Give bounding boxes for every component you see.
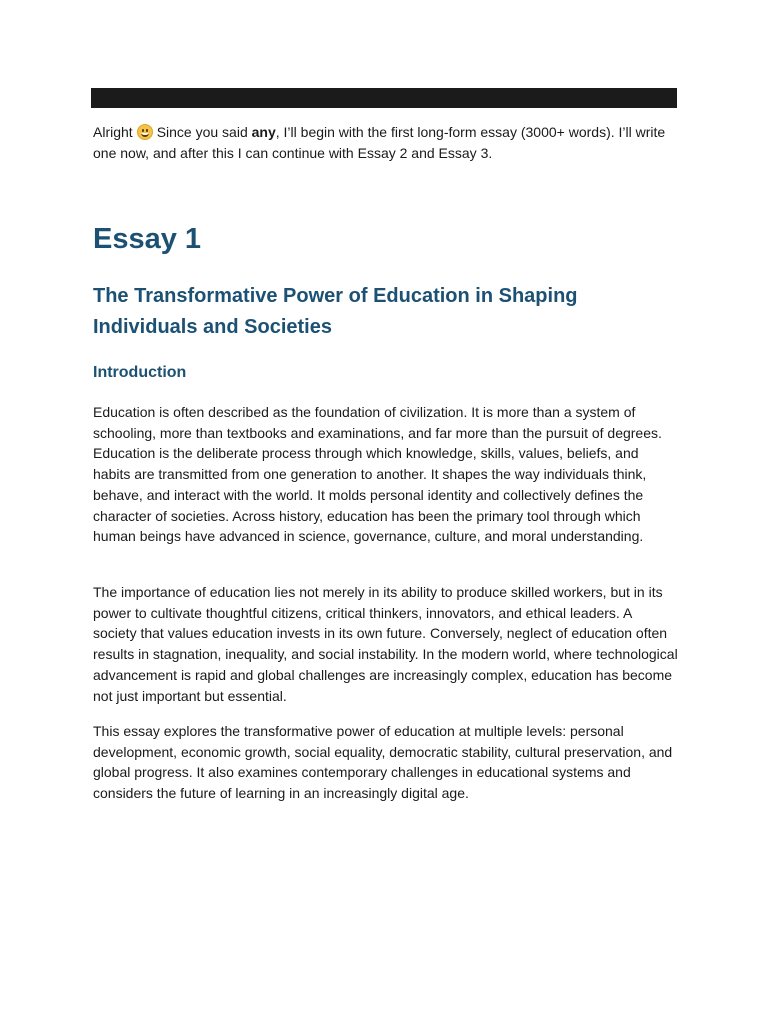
intro-message [93, 122, 678, 164]
body-paragraph: This essay explores the transformative power of education at multiple levels: personal development, economic growth, social equality, democratic stability, cultural preservation, and global progress. It also examines contemporary challenges in educational systems and considers the future of learning in an increasingly digital age. [93, 723, 673, 802]
section-heading-introduction: Introduction [93, 364, 187, 381]
body-paragraph: Education is often described as the foundation of civilization. It is more than a system of schooling, more than textbooks and examinations, and far more than the pursuit of degrees. Education is the deliberate process through which knowledge, skills, values, beliefs, and habits are transmitted from one generation to another. It shapes the way individuals think, behave, and interact with the world. It molds personal identity and collectively defines the character of societies. Across history, education has been the primary tool through which human beings have advanced in science, governance, culture, and moral understanding. [93, 404, 662, 545]
intro-prefix: Alright [93, 124, 133, 140]
essay-subtitle: The Transformative Power of Education in Shaping Individuals and Societies [93, 285, 578, 338]
intro-before-bold: Since you said [156, 124, 252, 140]
grinning-face-icon [137, 124, 153, 140]
intro-bold-word: any [251, 124, 276, 140]
essay-title: Essay 1 [93, 223, 202, 255]
intro-after-bold: , I’ll begin with the first long-form essay (3000+ words). I’ll write one now, and after this I can continue with Essay 2 and Essay 3. [93, 124, 666, 161]
intro-text [93, 122, 678, 164]
body-paragraph: The importance of education lies not merely in its ability to produce skilled workers, but in its power to cultivate thoughtful citizens, critical thinkers, innovators, and ethical leaders. A society that values education invests in its own future. Conversely, neglect of education often results in stagnation, inequality, and social instability. In the modern world, where technological advancement is rapid and global challenges are increasingly complex, education has become not just important but essential. [93, 584, 678, 704]
redacted-header-bar [91, 88, 677, 108]
